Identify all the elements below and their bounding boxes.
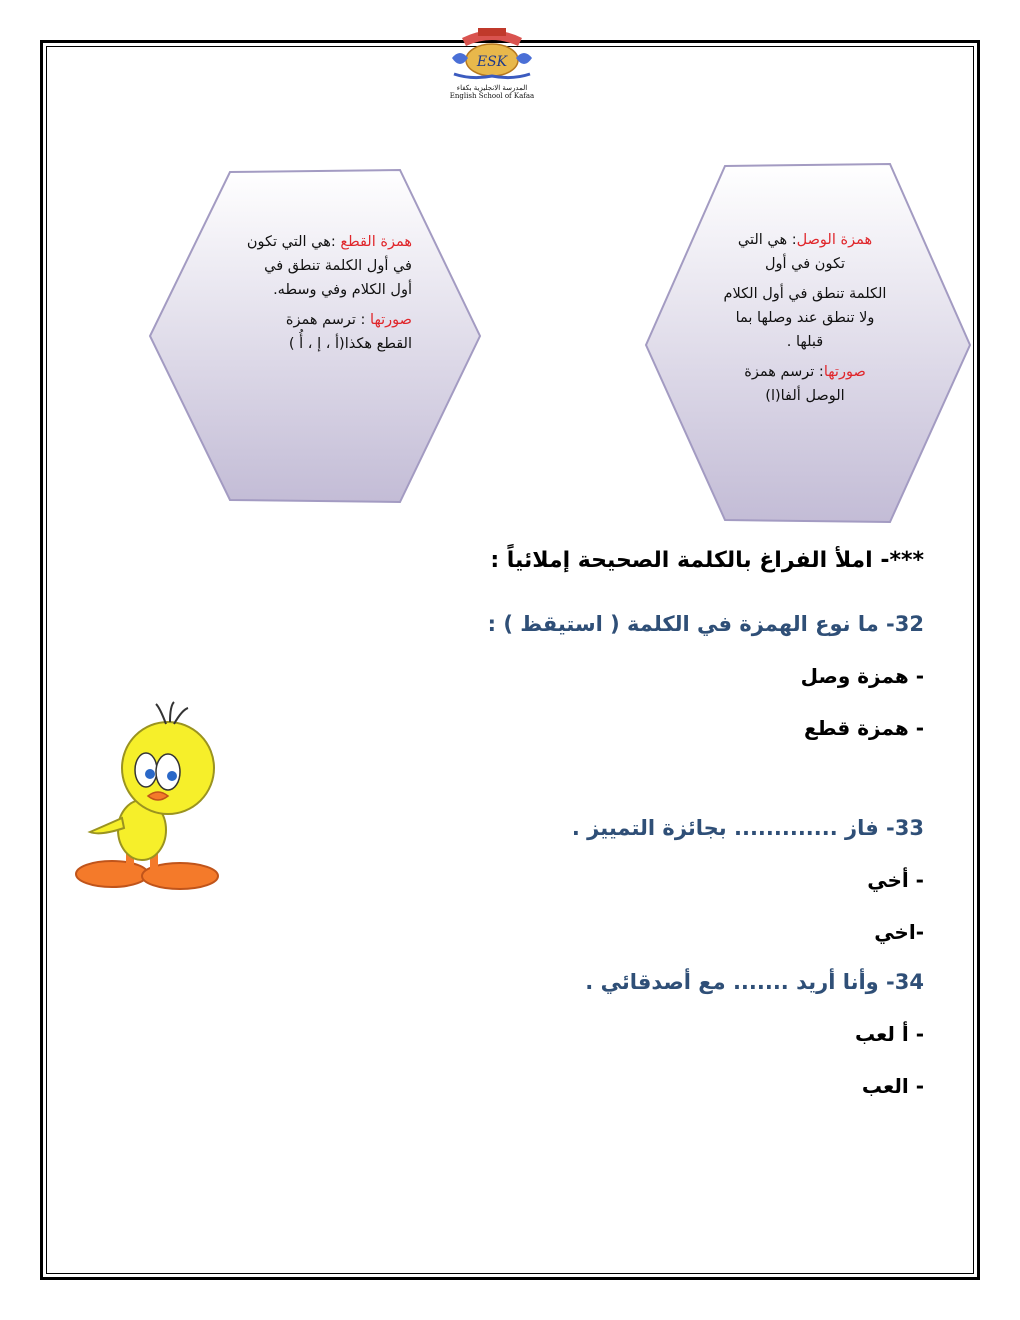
question-33-title: 33- فاز ............. بجائزة التمييز . [571, 816, 924, 840]
question-33-option-2[interactable]: -اخي [874, 920, 924, 944]
school-name [428, 84, 556, 100]
question-34-option-2[interactable]: - العب [861, 1074, 924, 1098]
wasl-definition-2a: الكلمة تنطق في أول الكلام [723, 286, 887, 302]
question-34-option-1[interactable]: - أ لعب [854, 1022, 924, 1046]
question-32-title: 32- ما نوع الهمزة في الكلمة ( استيقظ ) : [487, 612, 924, 636]
qat-definition-1c: أول الكلام وفي وسطه. [273, 282, 412, 298]
wasl-form-label: صورتها [823, 364, 866, 380]
wasl-definition-1b: تكون في أول [765, 256, 845, 272]
exercise-instruction: ***- املأ الفراغ بالكلمة الصحيحة إملائياً : [490, 548, 924, 573]
tweety-bird-illustration [70, 700, 230, 900]
question-32-option-1[interactable]: - همزة وصل [800, 664, 924, 688]
wasl-form-1: : ترسم همزة [744, 364, 824, 380]
term-hamzat-wasl: همزة الوصل [796, 232, 873, 248]
question-33-option-1[interactable]: - أخي [867, 868, 924, 892]
qat-definition-1b: في أول الكلمة تنطق في [264, 258, 412, 274]
qat-definition-1a: :هي التي تكون [246, 234, 341, 250]
qat-form-1: : ترسم همزة [285, 312, 371, 328]
qat-form-2: القطع هكذا(أ ، إ ، أُ ) [288, 336, 412, 352]
wasl-definition-2c: قبلها . [786, 334, 824, 350]
qat-form-label: صورتها [370, 312, 412, 328]
question-34-title: 34- وأنا أريد ....... مع أصدقائي . [585, 970, 924, 994]
term-hamzat-qat: همزة القطع [340, 234, 412, 250]
hexagon-hamzat-qat-text [200, 230, 412, 362]
school-name-arabic: المدرسة الانجليزية بكفاء [456, 84, 528, 92]
school-name-english: English School of Kafaa [449, 92, 535, 100]
svg-text:ESK: ESK [476, 54, 508, 70]
wasl-definition-2b: ولا تنطق عند وصلها بما [735, 310, 875, 326]
wasl-form-2: الوصل ألفا(ا) [765, 388, 845, 404]
question-32-option-2[interactable]: - همزة قطع [804, 716, 924, 740]
hexagon-hamzat-wasl-text [700, 228, 910, 414]
wasl-definition-1a: : هي التي [737, 232, 797, 248]
